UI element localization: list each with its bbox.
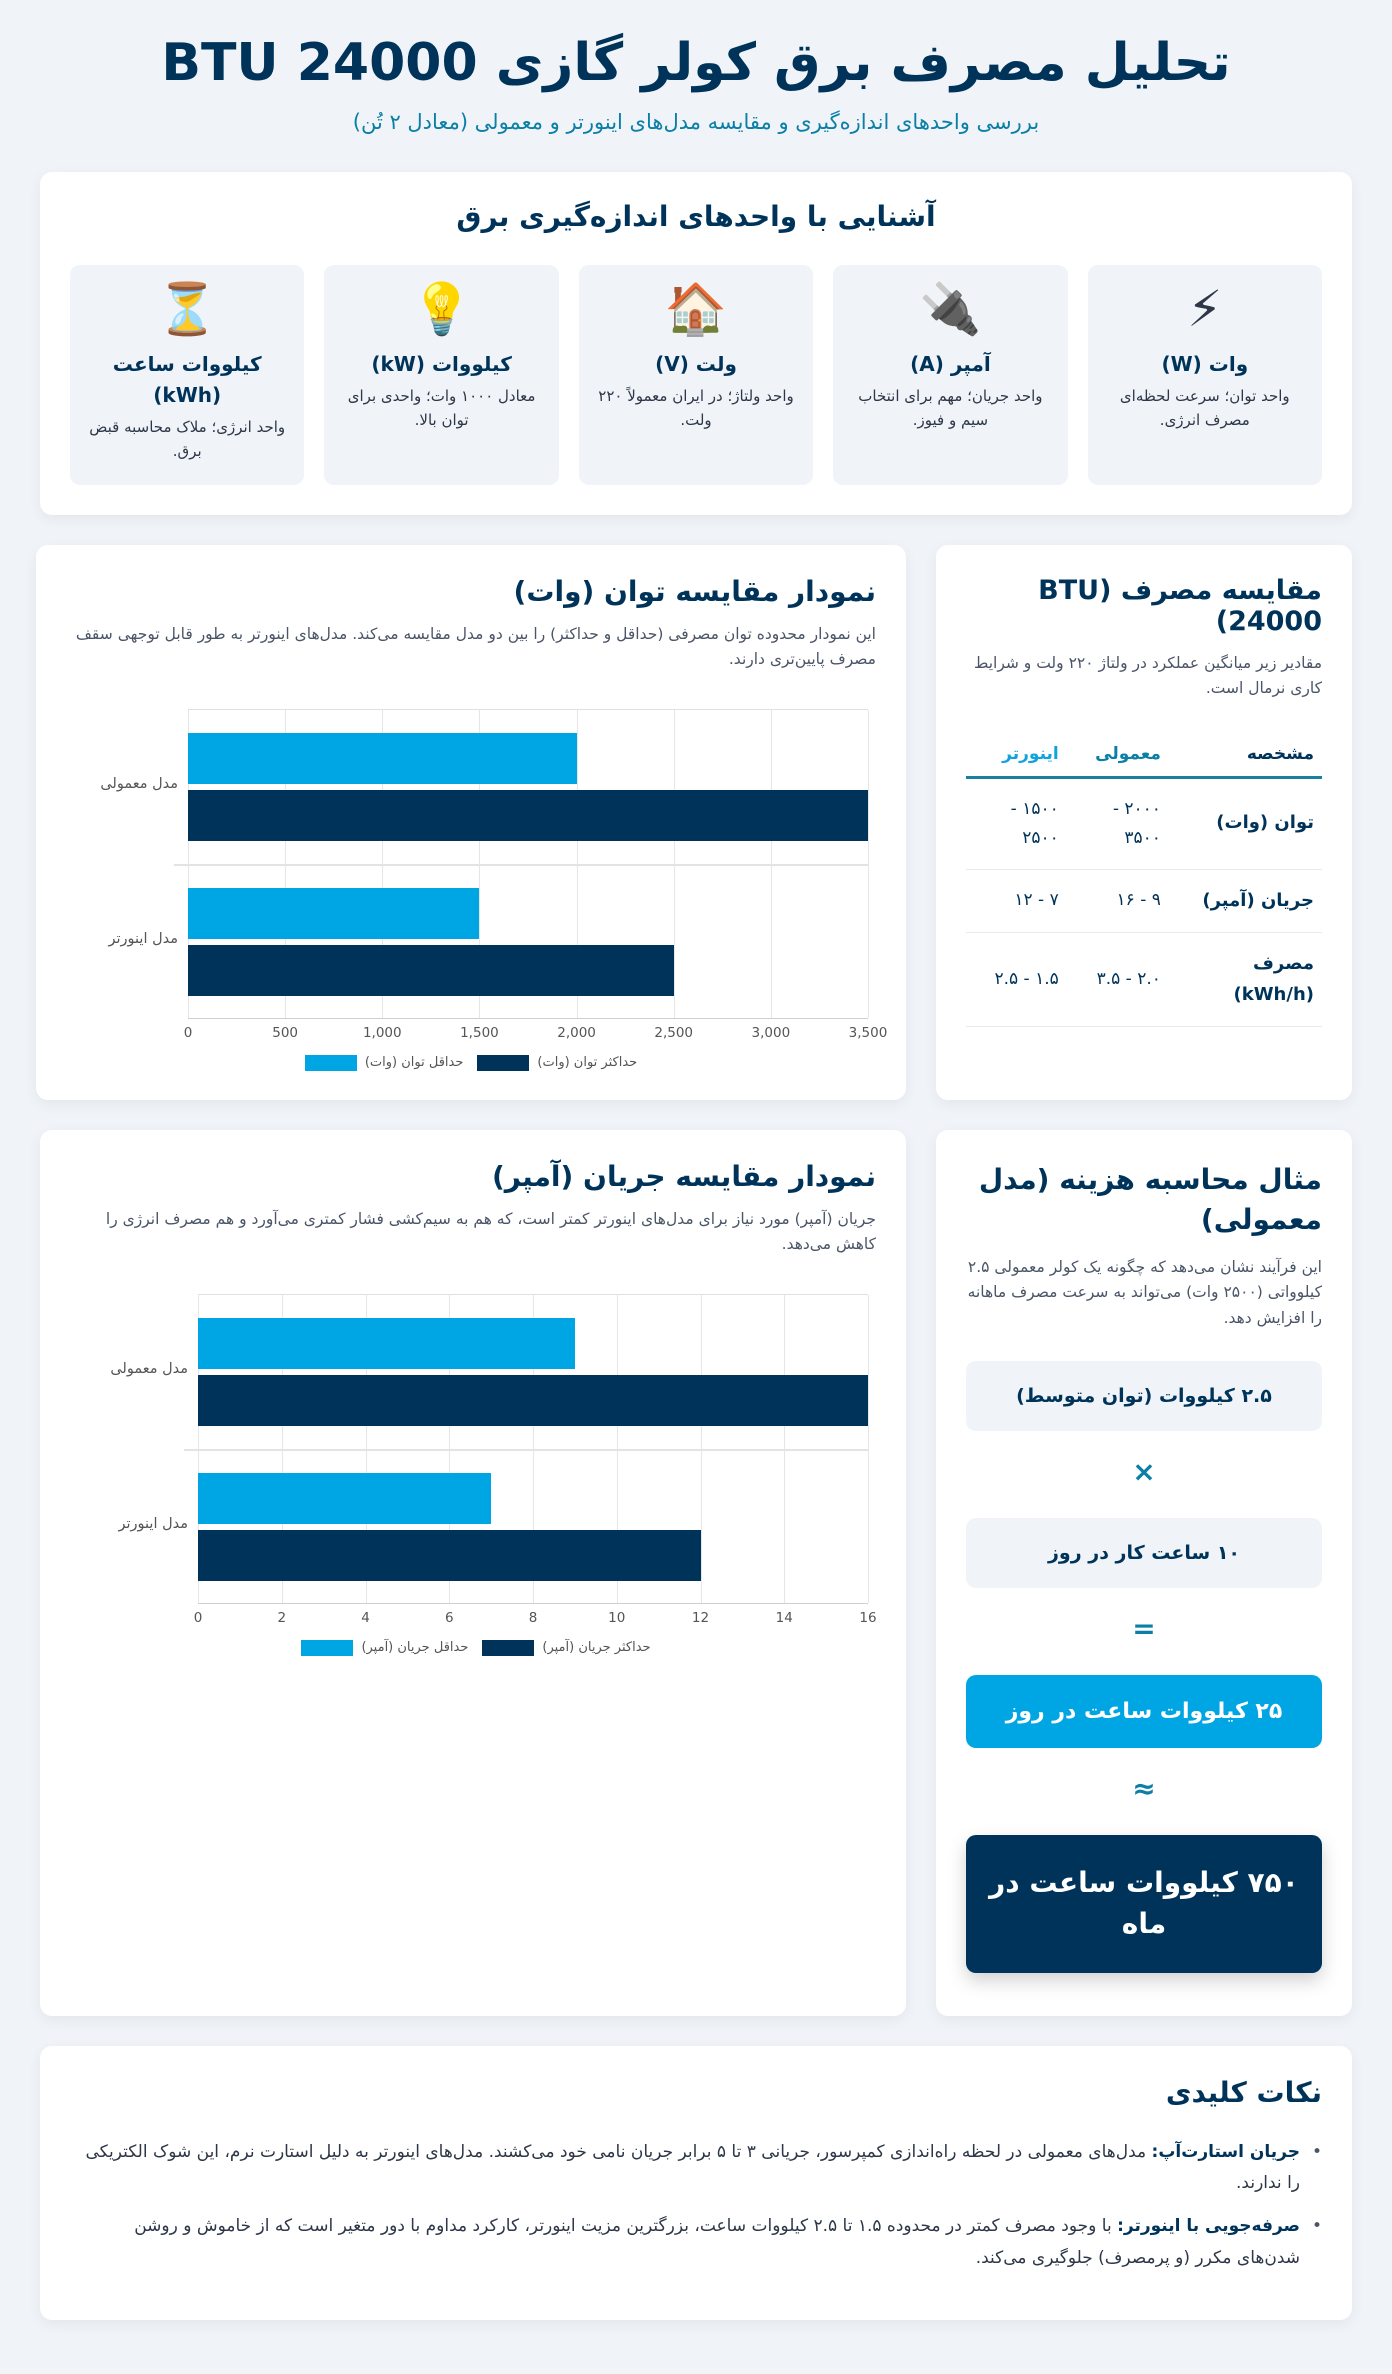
current-chart-desc: جریان (آمپر) مورد نیاز برای مدل‌های اینورتر کمتر است، که هم به سیم‌کشی فشار کمتری می‌آورد و هم مصرف انرژی را کاهش می‌دهد. bbox=[105, 1209, 876, 1254]
bar-min[interactable] bbox=[198, 1473, 491, 1524]
unit-card-watt bbox=[1088, 265, 1322, 485]
calc-step-monthly: ۷۵۰ کیلووات ساعت در ماه bbox=[966, 1835, 1322, 1972]
cell-standard: ۲.۰ - ۳.۵ bbox=[1067, 933, 1169, 1027]
unit-desc: واحد توان؛ سرعت لحظه‌ای مصرف انرژی. bbox=[1119, 386, 1290, 429]
unit-desc: واحد انرژی؛ ملاک محاسبه قبض برق. bbox=[89, 417, 286, 460]
equals-icon: = bbox=[1132, 1612, 1156, 1646]
calculation-card bbox=[936, 1130, 1352, 2016]
list-item bbox=[70, 2137, 1322, 2200]
units-grid bbox=[70, 265, 1322, 485]
category-separator bbox=[174, 864, 868, 866]
unit-card-ampere bbox=[833, 265, 1067, 485]
lightbulb-icon: 💡 bbox=[410, 279, 473, 338]
unit-desc: واحد جریان؛ مهم برای انتخاب سیم و فیوز. bbox=[858, 386, 1043, 429]
plug-icon: 🔌 bbox=[919, 279, 982, 338]
unit-desc: واحد ولتاژ؛ در ایران معمولاً ۲۲۰ ولت. bbox=[598, 386, 794, 429]
y-category-label: مدل معمولی bbox=[100, 776, 178, 793]
y-category-label: مدل اینورتر bbox=[108, 931, 178, 948]
table-header-row bbox=[966, 732, 1322, 778]
chart-legend bbox=[76, 1640, 876, 1656]
calculation-desc: این فرآیند نشان می‌دهد که چگونه یک کولر معمولی ۲.۵ کیلوواتی (۲۵۰۰ وات) می‌تواند به سرعت مصرف ماهانه را افزایش دهد. bbox=[967, 1257, 1322, 1327]
notes-title: نکات کلیدی bbox=[1165, 2075, 1322, 2109]
legend-item[interactable] bbox=[482, 1640, 650, 1656]
hourglass-icon: ⏳ bbox=[156, 279, 219, 338]
unit-desc: معادل ۱۰۰۰ وات؛ واحدی برای توان بالا. bbox=[347, 386, 536, 429]
bar-min[interactable] bbox=[188, 733, 577, 784]
calc-step-hours: ۱۰ ساعت کار در روز bbox=[966, 1518, 1322, 1588]
current-bar-chart bbox=[76, 1284, 876, 1654]
chart-legend bbox=[66, 1055, 876, 1071]
bar-min[interactable] bbox=[198, 1318, 575, 1369]
x-tick-label: 3,000 bbox=[751, 1024, 791, 1041]
cell-inverter: ۱.۵ - ۲.۵ bbox=[966, 933, 1067, 1027]
header-inverter: اینورتر bbox=[966, 732, 1067, 778]
header-standard: معمولی bbox=[1067, 732, 1169, 778]
x-tick-label: 16 bbox=[859, 1609, 877, 1626]
cell-spec: جریان (آمپر) bbox=[1169, 869, 1322, 933]
category-separator bbox=[184, 1449, 868, 1451]
y-category-label: مدل اینورتر bbox=[118, 1516, 188, 1533]
multiply-icon: × bbox=[1132, 1455, 1156, 1489]
unit-card-kwh bbox=[70, 265, 304, 485]
calculation-title: مثال محاسبه هزینه (مدل معمولی) bbox=[978, 1162, 1322, 1237]
x-tick-label: 4 bbox=[361, 1609, 370, 1626]
power-bar-chart bbox=[66, 699, 888, 1071]
x-tick-label: 1,000 bbox=[362, 1024, 402, 1041]
legend-label: حداقل جریان (آمپر) bbox=[361, 1640, 469, 1656]
table-row bbox=[966, 777, 1322, 869]
x-tick-label: 14 bbox=[775, 1609, 793, 1626]
house-icon: 🏠 bbox=[664, 279, 728, 338]
page-subtitle: بررسی واحدهای اندازه‌گیری و مقایسه مدل‌های اینورتر و معمولی (معادل ۲ تُن) bbox=[352, 109, 1040, 134]
comparison-desc: مقادیر زیر میانگین عملکرد در ولتاژ ۲۲۰ ولت و شرایط کاری نرمال است. bbox=[974, 653, 1322, 698]
legend-label: حداکثر جریان (آمپر) bbox=[542, 1640, 651, 1656]
row-comparison bbox=[40, 545, 1352, 1100]
header-spec: مشخصه bbox=[1169, 732, 1322, 778]
x-tick-label: 2,500 bbox=[654, 1024, 694, 1041]
units-section bbox=[40, 172, 1352, 515]
current-chart-card bbox=[40, 1130, 906, 2016]
cell-standard: ۲۰۰۰ - ۳۵۰۰ bbox=[1067, 777, 1169, 869]
bar-max[interactable] bbox=[198, 1530, 701, 1581]
legend-item[interactable] bbox=[477, 1055, 637, 1071]
page-title: تحلیل مصرف برق کولر گازی BTU 24000 bbox=[161, 33, 1231, 93]
notes-list bbox=[70, 2137, 1322, 2275]
calc-step-power: ۲.۵ کیلووات (توان متوسط) bbox=[966, 1361, 1322, 1431]
bar-max[interactable] bbox=[188, 945, 674, 996]
plot-area bbox=[198, 1294, 868, 1604]
cell-inverter: ۷ - ۱۲ bbox=[966, 869, 1067, 933]
calc-step-daily: ۲۵ کیلووات ساعت در روز bbox=[966, 1675, 1322, 1748]
cell-standard: ۹ - ۱۶ bbox=[1067, 869, 1169, 933]
cell-spec: مصرف (kWh/h) bbox=[1169, 933, 1322, 1027]
unit-card-volt bbox=[579, 265, 813, 485]
x-tick-label: 6 bbox=[444, 1609, 454, 1626]
table-row bbox=[966, 869, 1322, 933]
unit-name: آمپر (A) bbox=[910, 351, 991, 376]
legend-swatch bbox=[477, 1055, 529, 1071]
x-tick-label: 2,000 bbox=[557, 1024, 596, 1041]
x-tick-label: 0 bbox=[193, 1609, 203, 1626]
key-notes-card bbox=[40, 2046, 1352, 2321]
legend-swatch bbox=[301, 1640, 353, 1656]
plot-area bbox=[188, 709, 868, 1019]
list-item bbox=[70, 2211, 1322, 2274]
legend-item[interactable] bbox=[305, 1055, 464, 1071]
bar-max[interactable] bbox=[198, 1375, 868, 1426]
x-tick-label: 8 bbox=[528, 1609, 538, 1626]
x-tick-label: 1,500 bbox=[460, 1024, 499, 1041]
legend-swatch bbox=[305, 1055, 357, 1071]
cell-inverter: ۱۵۰۰ - ۲۵۰۰ bbox=[966, 777, 1067, 869]
comparison-title: مقایسه مصرف (BTU 24000) bbox=[1038, 574, 1322, 637]
note-text: مدل‌های معمولی در لحظه راه‌اندازی کمپرسور، جریانی ۳ تا ۵ برابر جریان نامی خود می‌کشند. مدل‌های اینورتر به دلیل استارت نرم، این شوک الکتریکی را ندارند. bbox=[85, 2141, 1300, 2194]
legend-item[interactable] bbox=[301, 1640, 468, 1656]
lightning-icon: ⚡ bbox=[1187, 279, 1223, 338]
power-chart-desc: این نمودار محدوده توان مصرفی (حداقل و حداکثر) را بین دو مدل مقایسه می‌کند. مدل‌های اینورتر به طور قابل توجهی سقف مصرف پایین‌تری دارند. bbox=[75, 624, 876, 669]
unit-card-kilowatt bbox=[324, 265, 558, 485]
gridline bbox=[868, 710, 869, 1018]
x-tick-label: 12 bbox=[691, 1609, 710, 1626]
legend-label: حداقل توان (وات) bbox=[364, 1055, 464, 1071]
row-current bbox=[40, 1130, 1352, 2016]
table-row bbox=[966, 933, 1322, 1027]
legend-label: حداکثر توان (وات) bbox=[537, 1055, 638, 1071]
units-title: آشنایی با واحدهای اندازه‌گیری برق bbox=[456, 199, 936, 233]
unit-name: وات (W) bbox=[1161, 351, 1249, 376]
x-tick-label: 0 bbox=[183, 1024, 193, 1041]
comparison-table bbox=[966, 732, 1322, 1028]
legend-swatch bbox=[482, 1640, 534, 1656]
note-text: با وجود مصرف کمتر در محدوده ۱.۵ تا ۲.۵ کیلووات ساعت، بزرگترین مزیت اینورتر، کارکرد مداوم با دور متغیر است که از خاموش و روشن شدن‌های مکرر (و پرمصرف) جلوگیری می‌کند. bbox=[134, 2216, 1300, 2268]
x-tick-label: 500 bbox=[272, 1024, 299, 1041]
x-tick-label: 10 bbox=[608, 1609, 626, 1626]
page-header bbox=[40, 30, 1352, 134]
x-tick-label: 3,500 bbox=[848, 1024, 888, 1041]
note-label: جریان استارت‌آپ: bbox=[1151, 2141, 1300, 2162]
comparison-card bbox=[936, 545, 1352, 1100]
bar-max[interactable] bbox=[188, 790, 868, 841]
y-category-label: مدل معمولی bbox=[110, 1361, 188, 1378]
power-chart-title: نمودار مقایسه توان (وات) bbox=[513, 574, 876, 608]
power-chart-card bbox=[36, 545, 906, 1100]
current-chart-title: نمودار مقایسه جریان (آمپر) bbox=[491, 1159, 876, 1193]
unit-name: کیلووات ساعت (kWh) bbox=[112, 351, 262, 407]
cell-spec: توان (وات) bbox=[1169, 777, 1322, 869]
bar-min[interactable] bbox=[188, 888, 479, 939]
unit-name: کیلووات (kW) bbox=[371, 351, 512, 376]
x-tick-label: 2 bbox=[277, 1609, 287, 1626]
note-label: صرفه‌جویی با اینورتر: bbox=[1117, 2216, 1300, 2237]
approx-icon: ≈ bbox=[1132, 1772, 1156, 1806]
gridline bbox=[868, 1295, 869, 1603]
unit-name: ولت (V) bbox=[655, 351, 737, 376]
